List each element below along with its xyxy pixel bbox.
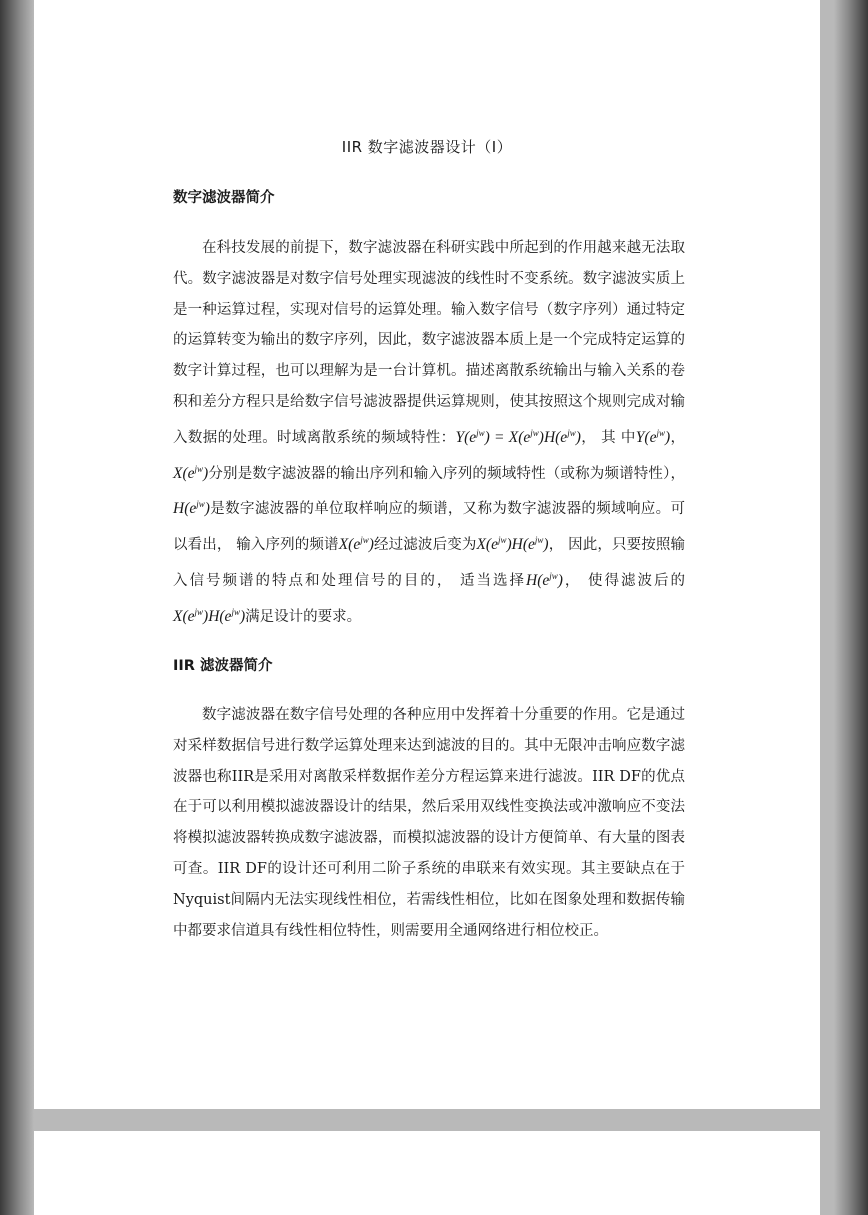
- paragraph-text: ， 因此，只要按照输入信号频谱的特点和处理信号的目的， 适当选择: [173, 537, 686, 589]
- paragraph-text: 分别是数字滤波器的输出序列和输入序列的频域特性（或称为频谱特性），: [208, 465, 685, 482]
- paragraph-text: 满足设计的要求。: [245, 608, 362, 625]
- paragraph-text: 经过滤波后变为: [373, 537, 477, 554]
- formula: $H(e^{jw})$: [526, 570, 563, 589]
- formula: $H(e^{jw})$: [173, 499, 210, 518]
- paragraph-text: 是数字滤波器的单位取样响应的频谱，又称为数字滤波器的频域响应。可以看出， 输入序列的频谱: [173, 501, 685, 554]
- formula: $X(e^{jw})$: [173, 463, 209, 482]
- formula: $X(e^{jw})H(e^{jw})$: [173, 606, 246, 625]
- section-heading-digital-filter-intro: 数字滤波器简介: [173, 190, 275, 206]
- paragraph-digital-filter-intro: [173, 233, 685, 633]
- paragraph-text: ，: [670, 429, 686, 446]
- next-document-page: [34, 1131, 820, 1215]
- document-page: [34, 0, 820, 1109]
- formula: $X(e^{jw})H(e^{jw})$: [476, 535, 549, 554]
- paragraph-text: 在科技发展的前提下，数字滤波器在科研实践中所起到的作用越来越无法取代。数字滤波器是对数字信号处理实现滤波的线性时不变系统。数字滤波实质上是一种运算过程，实现对信号的运算处理。输入数字信号（数字序列）通过特定的运算转变为输出的数字序列，因此，数字滤波器本质上是一个完成特定运算的数字计算过程，也可以理解为是一台计算机。描述离散系统输出与输入关系的卷积和差分方程只是给数字信号滤波器提供运算规则，使其按照这个规则完成对输入数据的处理。时域离散系统的频域特性：: [173, 240, 685, 446]
- paragraph-text: ， 使得滤波后的: [562, 572, 686, 589]
- paragraph-text: ， 其 中: [580, 429, 636, 446]
- paragraph-iir-intro: 数字滤波器在数字信号处理的各种应用中发挥着十分重要的作用。它是通过对采样数据信号进行数学运算处理来达到滤波的目的。其中无限冲击响应数字滤波器也称IIR是采用对离散采样数据作差分方程运算来进行滤波。IIR DF的优点在于可以利用模拟滤波器设计的结果，然后采用双线性变换法或冲激响应不变法将模拟滤波器转换成数字滤波器，而模拟滤波器的设计方便简单、有大量的图表可查。IIR DF的设计还可利用二阶子系统的串联来有效实现。其主要缺点在于Nyquist间隔内无法实现线性相位，若需线性相位，比如在图象处理和数据传输中都要求信道具有线性相位特性，则需要用全通网络进行相位校正。: [173, 707, 685, 939]
- section-heading-iir-intro: IIR 滤波器简介: [173, 658, 273, 674]
- formula: $Y(e^{jw})$: [635, 427, 671, 446]
- formula: $Y(e^{jw}) = X(e^{jw})H(e^{jw})$: [455, 427, 581, 446]
- document-title: IIR 数字滤波器设计（Ⅰ）: [341, 138, 513, 156]
- formula: $X(e^{jw})$: [338, 535, 374, 554]
